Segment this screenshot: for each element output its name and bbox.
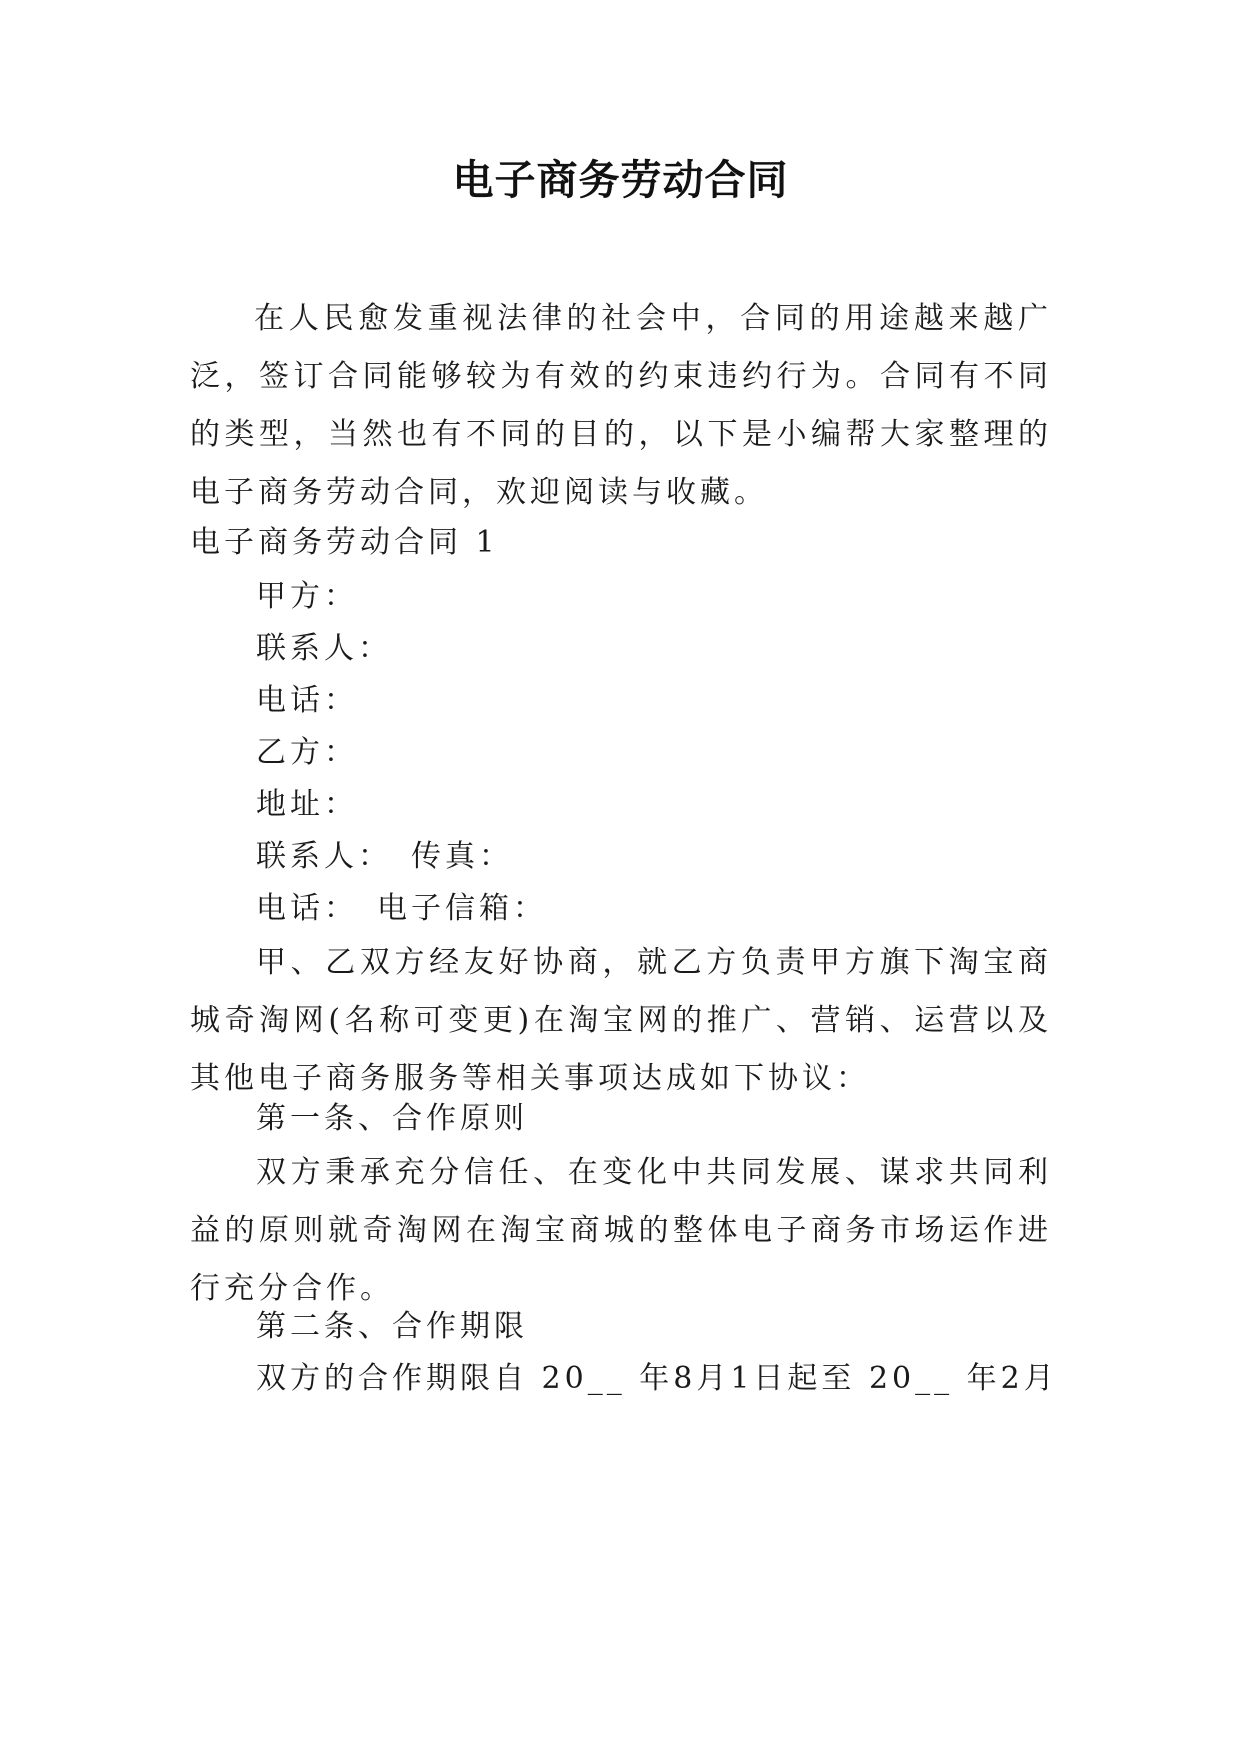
party-b-field: 乙方： [256, 735, 358, 770]
section-heading: 电子商务劳动合同 1 [190, 525, 499, 560]
agreement-paragraph: 甲、乙双方经友好协商，就乙方负责甲方旗下淘宝商城奇淘网(名称可变更)在淘宝网的推广、营销、运营以及其他电子商务服务等相关事项达成如下协议： [190, 945, 1052, 1096]
phone-a-field: 电话： [256, 683, 358, 718]
contact-a-field: 联系人： [256, 631, 392, 666]
article-2-body: 双方的合作期限自 20__ 年8月1日起至 20__ 年2月 [256, 1361, 1058, 1396]
article-1-body: 双方秉承充分信任、在变化中共同发展、谋求共同利益的原则就奇淘网在淘宝商城的整体电子商务市场运作进行充分合作。 [190, 1155, 1052, 1306]
article-2-title: 第二条、合作期限 [256, 1309, 528, 1344]
contact-fax-b-field: 联系人： 传真： [256, 839, 513, 874]
address-b-field: 地址： [256, 787, 358, 822]
party-a-field: 甲方： [256, 579, 358, 614]
intro-paragraph: 在人民愈发重视法律的社会中，合同的用途越来越广泛，签订合同能够较为有效的约束违约行为。合同有不同的类型，当然也有不同的目的，以下是小编帮大家整理的电子商务劳动合同，欢迎阅读与收藏。 [190, 301, 1052, 510]
phone-email-b-field: 电话： 电子信箱： [256, 891, 547, 926]
article-1-title: 第一条、合作原则 [256, 1101, 528, 1136]
document-title: 电子商务劳动合同 [452, 156, 789, 204]
